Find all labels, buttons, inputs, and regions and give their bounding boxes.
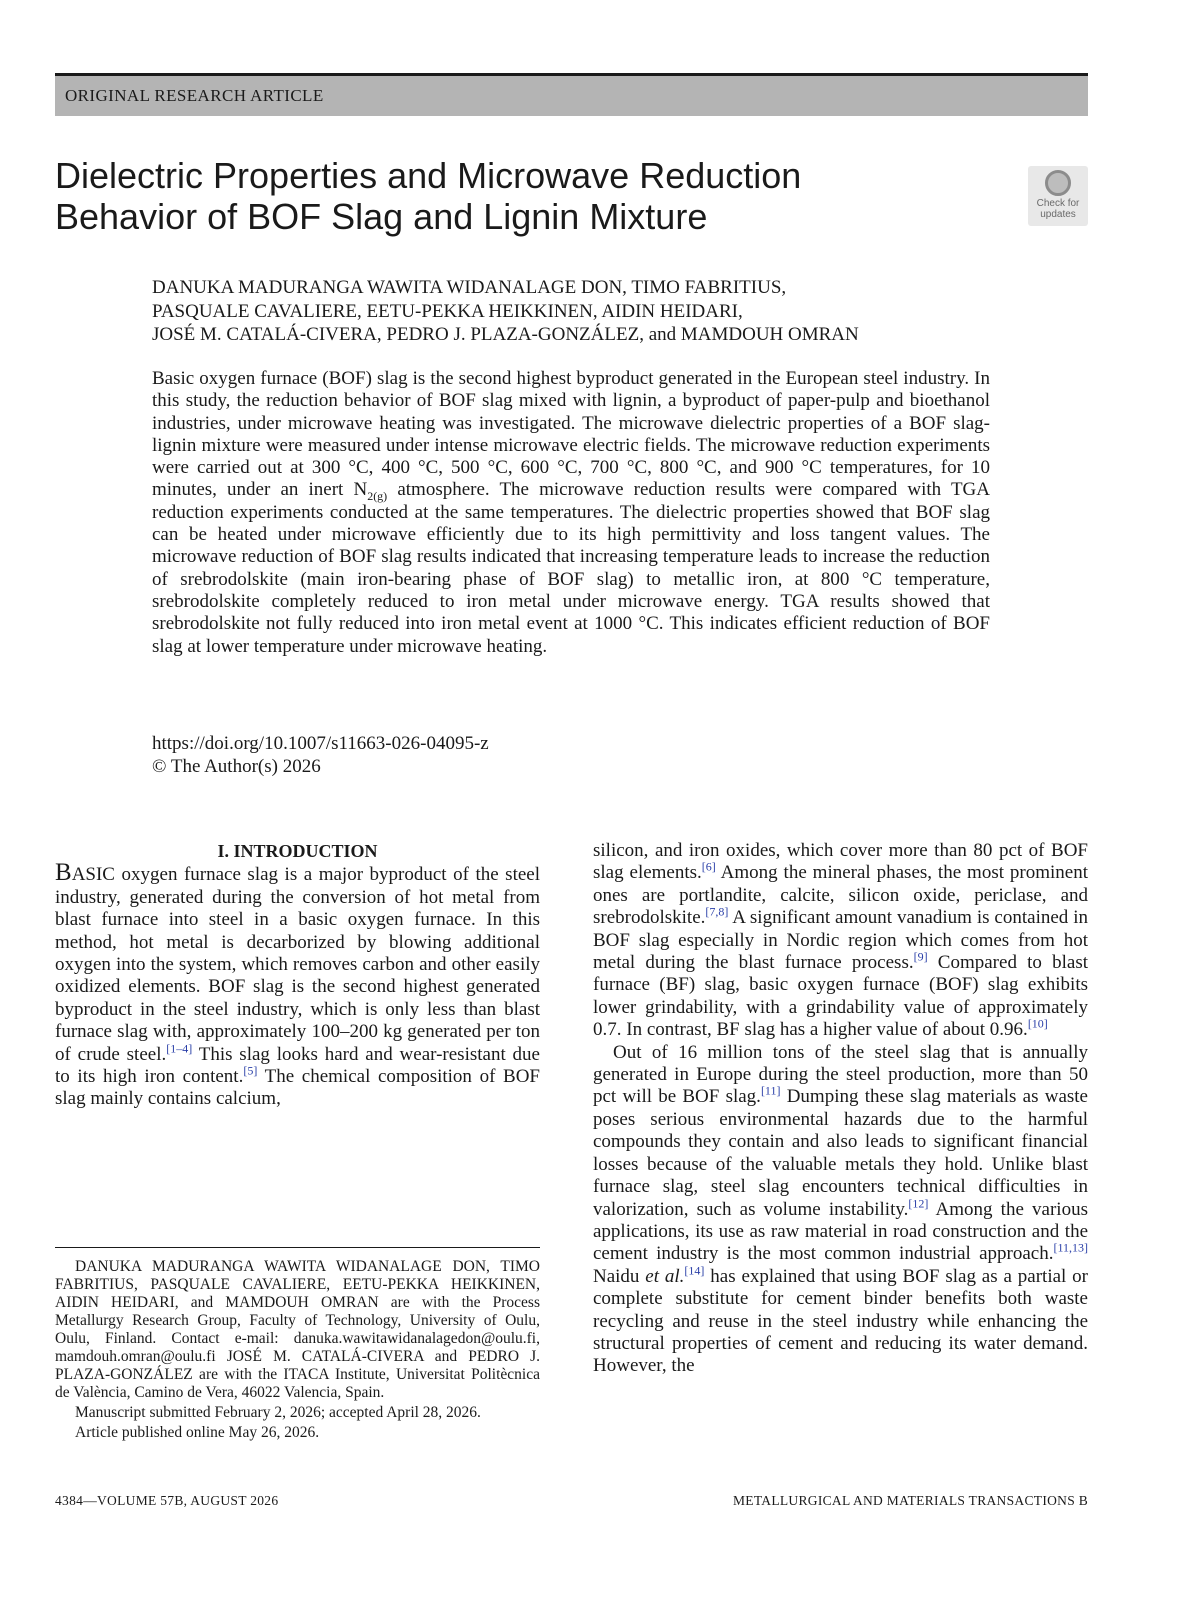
right-column xyxy=(593,840,1088,1378)
citation-ref[interactable]: [7,8] xyxy=(705,904,729,919)
badge-text-2: updates xyxy=(1040,209,1076,220)
article-type-band xyxy=(55,73,1088,116)
page-footer-left: 4384—VOLUME 57B, AUGUST 2026 xyxy=(55,1493,279,1508)
article-title xyxy=(55,155,935,237)
citation-ref[interactable]: [11,13] xyxy=(1053,1240,1088,1255)
copyright-line: © The Author(s) 2026 xyxy=(152,756,321,777)
intro-paragraph-1: BASIC oxygen furnace slag is a major byproduct of the steel industry, generated during the conversion of hot metal from blast furnace into steel in a basic oxygen furnace. In this method, hot metal is decarborized by blowing additional oxygen into the system, which removes carbon and other easily oxidized elements. BOF slag is the second highest generated byproduct in the steel industry, which is only less than blast furnace slag with, approximately 100–200 kg generated per ton of crude steel.[1–4] This slag looks hard and wear-resistant due to its high iron content.[5] The chemical composition of BOF slag mainly contains calcium, xyxy=(55,859,540,1110)
citation-ref[interactable]: [10] xyxy=(1027,1016,1048,1031)
affiliation-text: DANUKA MADURANGA WAWITA WIDANALAGE DON, TIMO FABRITIUS, PASQUALE CAVALIERE, EETU-PEKKA HEIKKINEN, AIDIN HEIDARI, and MAMDOUH OMRAN are with the Process Metallurgy Research Group, Faculty of Technology, University of Oulu, Oulu, Finland. Contact e-mail: danuka.wawitawidanalagedon@oulu.fi, mamdouh.omran@oulu.fi JOSÉ M. CATALÁ-CIVERA and PEDRO J. PLAZA-GONZÁLEZ are with the ITACA Institute, Universitat Politècnica de València, Camino de Vera, 46022 Valencia, Spain. xyxy=(55,1258,540,1401)
citation-ref[interactable]: [14] xyxy=(684,1263,705,1278)
check-for-updates-badge[interactable] xyxy=(1028,166,1088,226)
author-line-1: DANUKA MADURANGA WAWITA WIDANALAGE DON, TIMO FABRITIUS, xyxy=(152,277,787,298)
submission-dates: Manuscript submitted February 2, 2026; accepted April 28, 2026. xyxy=(75,1404,481,1421)
title-line-2: Behavior of BOF Slag and Lignin Mixture xyxy=(55,196,708,237)
et-al: et al. xyxy=(645,1265,685,1287)
drop-cap: B xyxy=(55,859,72,887)
citation-ref[interactable]: [1–4] xyxy=(166,1041,193,1056)
affiliation-footnote xyxy=(55,1258,540,1442)
author-line-2: PASQUALE CAVALIERE, EETU-PEKKA HEIKKINEN, AIDIN HEIDARI, xyxy=(152,300,743,322)
abstract: Basic oxygen furnace (BOF) slag is the second highest byproduct generated in the European steel industry. In this study, the reduction behavior of BOF slag mixed with lignin, a byproduct of paper-pulp and bioethanol industries, under microwave heating was investigated. The microwave dielectric properties of a BOF slag-lignin mixture were measured under intense microwave electric fields. The microwave reduction experiments were carried out at 300 °C, 400 °C, 500 °C, 600 °C, 700 °C, 800 °C, and 900 °C temperatures, for 10 minutes, under an inert $N_{2(g)}$ atmosphere. The microwave reduction results were compared with TGA reduction experiments conducted at the same temperatures. The dielectric properties showed that BOF slag can be heated under microwave efficiently due to its high permittivity and loss tangent values. The microwave reduction of BOF slag results indicated that increasing temperature leads to increase the reduction of srebrodolskite (main iron-bearing phase of BOF slag) to metallic iron, at 800 °C temperature, srebrodolskite completely reduced to iron metal under microwave energy. TGA results showed that srebrodolskite not fully reduced into iron metal event at 1000 °C. This indicates efficient reduction of BOF slag at lower temperature under microwave heating. xyxy=(152,368,990,657)
citation-ref[interactable]: [12] xyxy=(908,1196,929,1211)
intro-paragraph-2: Out of 16 million tons of the steel slag that is annually generated in Europe during the steel production, more than 50 pct will be BOF slag.[11] Dumping these slag materials as waste poses serious environmental hazards due to the harmful compounds they contain and also leads to significant financial losses because of the valuable metals they hold. Unlike blast furnace slag, steel slag encounters technical difficulties in valorization, such as volume instability.[12] Among the various applications, its use as raw material in road construction and the cement industry is the most common industrial approach.[11,13] Naidu et al.[14] has explained that using BOF slag as a partial or complete substitute for cement binder benefits both waste recycling and reuse in the steel industry while enhancing the structural properties of cement and reducing its water demand. However, the xyxy=(593,1041,1088,1377)
article-type-label: ORIGINAL RESEARCH ARTICLE xyxy=(65,86,324,105)
abstract-subscript: 2(g) xyxy=(367,489,388,504)
intro-paragraph-1-continued: silicon, and iron oxides, which cover more than 80 pct of BOF slag elements.[6] Among the mineral phases, the most prominent ones are portlandite, calcite, silicon oxide, periclase, and srebrodolskite.[7,8] A significant amount vanadium is contained in BOF slag especially in Nordic region which comes from hot metal during the blast furnace process.[9] Compared to blast furnace (BF) slag, basic oxygen furnace (BOF) slag exhibits lower grindability, with a grindability value of approximately 0.7. In contrast, BF slag has a higher value of about 0.96.[10] xyxy=(593,840,1088,1041)
title-line-1: Dielectric Properties and Microwave Reduction xyxy=(55,155,802,196)
citation-ref[interactable]: [6] xyxy=(701,860,716,875)
page-footer-right: METALLURGICAL AND MATERIALS TRANSACTIONS B xyxy=(732,1493,1088,1508)
check-for-updates-icon xyxy=(1045,170,1071,196)
author-line-3: JOSÉ M. CATALÁ-CIVERA, PEDRO J. PLAZA-GONZÁLEZ, and MAMDOUH OMRAN xyxy=(152,324,859,345)
section-heading-introduction: I. INTRODUCTION xyxy=(217,841,378,861)
badge-text-1: Check for xyxy=(1036,198,1080,209)
publication-date: Article published online May 26, 2026. xyxy=(75,1424,320,1441)
footnote-divider xyxy=(55,1247,540,1248)
doi-block xyxy=(152,732,489,778)
doi-link[interactable]: https://doi.org/10.1007/s11663-026-04095-z xyxy=(152,733,489,754)
small-caps-word: ASIC xyxy=(71,864,115,886)
citation-ref[interactable]: [11] xyxy=(760,1084,781,1099)
citation-ref[interactable]: [5] xyxy=(243,1063,258,1078)
left-column xyxy=(55,840,540,1111)
author-list xyxy=(152,276,992,347)
citation-ref[interactable]: [9] xyxy=(913,949,928,964)
